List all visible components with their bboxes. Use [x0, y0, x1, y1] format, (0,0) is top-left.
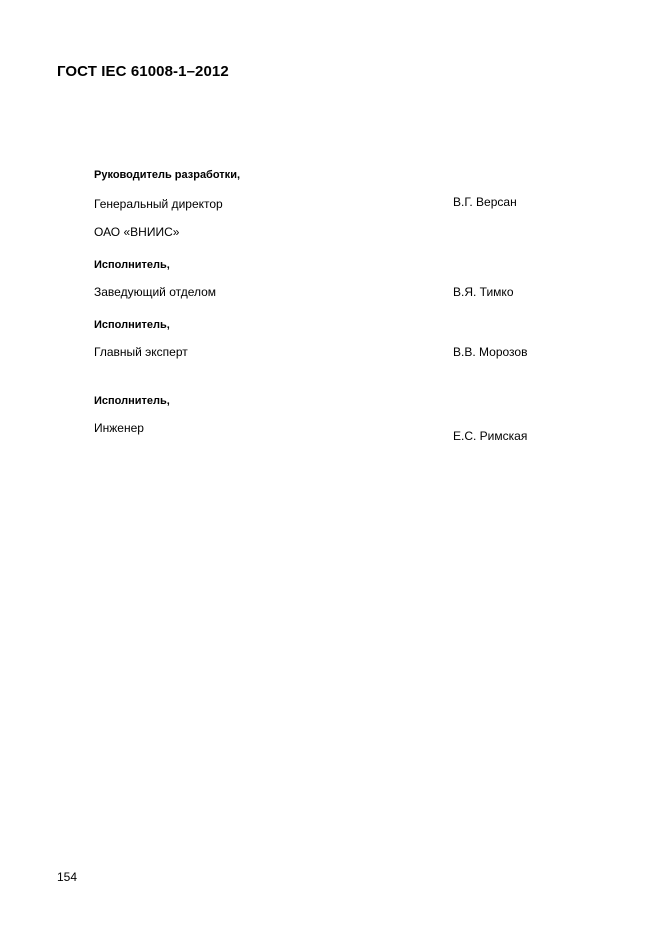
- position-label-engineer: Инженер: [94, 421, 144, 435]
- signatory-name-versan: В.Г. Версан: [453, 195, 517, 209]
- role-label-executor-2: Исполнитель,: [94, 319, 170, 331]
- page-number: 154: [57, 870, 78, 884]
- position-label-general-director: Генеральный директор: [94, 197, 223, 211]
- document-header: ГОСТ IEC 61008-1–2012: [57, 63, 229, 80]
- position-label-chief-expert: Главный эксперт: [94, 345, 188, 359]
- role-label-executor-1: Исполнитель,: [94, 259, 170, 271]
- signatory-name-timko: В.Я. Тимко: [453, 285, 514, 299]
- signatory-name-morozov: В.В. Морозов: [453, 345, 528, 359]
- position-label-head-of-department: Заведующий отделом: [94, 285, 217, 299]
- signatory-name-rimskaya: Е.С. Римская: [453, 429, 528, 443]
- role-label-lead: Руководитель разработки,: [94, 169, 241, 181]
- role-label-executor-3: Исполнитель,: [94, 395, 170, 407]
- organization-label: ОАО «ВНИИС»: [94, 225, 180, 239]
